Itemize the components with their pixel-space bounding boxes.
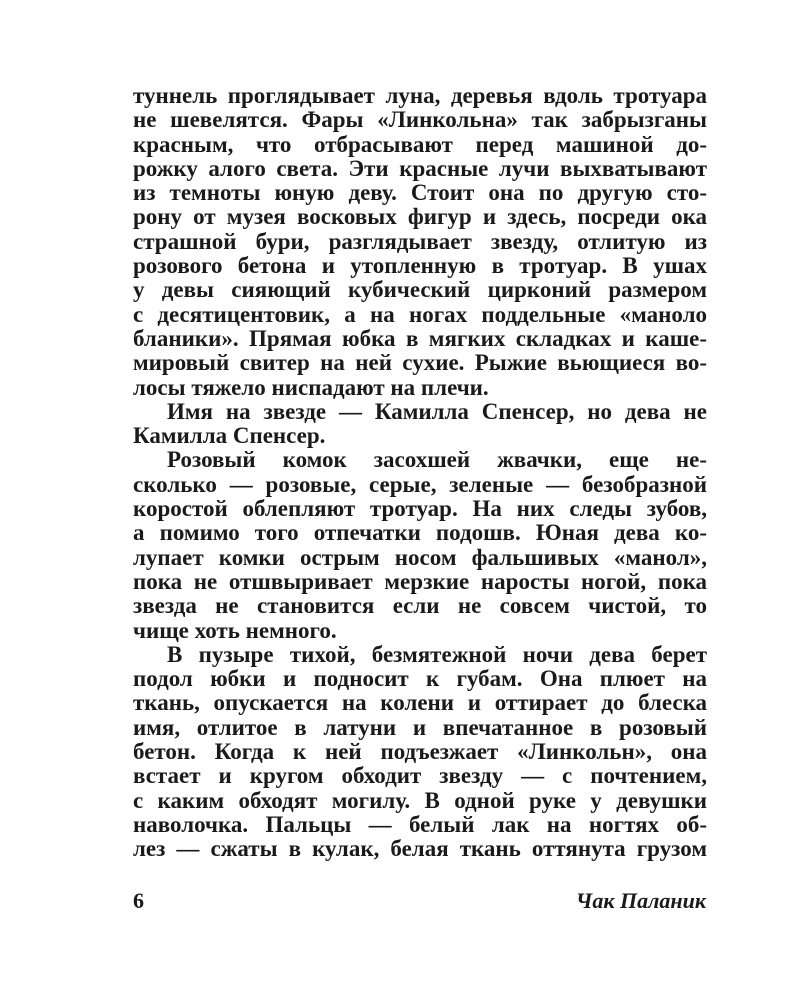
text-line: наволочка. Пальцы — белый лак на ногтях об- bbox=[133, 812, 707, 837]
text-line: бетон. Когда к ней подъезжает «Линкольн», она bbox=[133, 740, 707, 765]
paragraph bbox=[133, 643, 707, 862]
text-line: бланики». Прямая юбка в мягких складках и каше- bbox=[133, 326, 707, 351]
text-line: сколько — розовые, серые, зеленые — безобразной bbox=[133, 472, 707, 497]
text-line: красным, что отбрасывают перед машиной до- bbox=[133, 132, 707, 157]
text-line: рону от музея восковых фигур и здесь, посреди ока bbox=[133, 205, 707, 230]
text-line: а помимо того отпечатки подошв. Юная дева ко- bbox=[133, 521, 707, 546]
text-line: В пузыре тихой, безмятежной ночи дева берет bbox=[167, 642, 707, 667]
text-line: лез — сжаты в кулак, белая ткань оттянута грузом bbox=[133, 837, 707, 862]
text-line: коростой облепляют тротуар. На них следы зубов, bbox=[133, 497, 707, 522]
text-line: пока не отшвыривает мерзкие наросты ногой, пока bbox=[133, 569, 707, 594]
text-line: Камилла Спенсер. bbox=[133, 424, 326, 449]
text-line: с каким обходят могилу. В одной руке у девушки bbox=[133, 788, 707, 813]
paragraph bbox=[133, 448, 707, 642]
text-line: рожку алого света. Эти красные лучи выхватывают bbox=[133, 156, 707, 181]
text-line: мировый свитер на ней сухие. Рыжие вьющиеся во- bbox=[133, 351, 707, 376]
text-line: розового бетона и утопленную в тротуар. В ушах bbox=[133, 254, 707, 279]
text-line: ткань, опускается на колени и оттирает до блеска bbox=[133, 691, 707, 716]
text-line: встает и кругом обходит звезду — с почтением, bbox=[133, 764, 707, 789]
text-line: имя, отлитое в латуни и впечатанное в розовый bbox=[133, 715, 707, 740]
paragraph bbox=[133, 84, 707, 400]
text-line: страшной бури, разглядывает звезду, отлитую из bbox=[133, 229, 707, 254]
text-line: подол юбки и подносит к губам. Она плюет на bbox=[133, 667, 707, 692]
text-line: Имя на звезде — Камилла Спенсер, но дева не bbox=[167, 399, 707, 424]
page-number: 6 bbox=[133, 888, 144, 913]
text-line: с десятицентовик, а на ногах поддельные «маноло bbox=[133, 302, 707, 327]
text-line: чище хоть немного. bbox=[133, 618, 337, 643]
text-line: лосы тяжело ниспадают на плечи. bbox=[133, 375, 489, 400]
text-line: у девы сияющий кубический цирконий размером bbox=[133, 278, 707, 303]
body-text bbox=[133, 84, 707, 862]
text-line: Розовый комок засохшей жвачки, еще не- bbox=[167, 448, 707, 473]
text-line: туннель проглядывает луна, деревья вдоль тротуара bbox=[133, 84, 707, 108]
text-line: лупает комки острым носом фальшивых «манол», bbox=[133, 545, 707, 570]
text-line: звезда не становится если не совсем чистой, то bbox=[133, 594, 707, 619]
running-author: Чак Паланик bbox=[575, 888, 706, 913]
paragraph bbox=[133, 400, 707, 449]
text-line: из темноты юную деву. Стоит она по другую сто- bbox=[133, 181, 707, 206]
text-line: не шевелятся. Фары «Линкольна» так забрызганы bbox=[133, 108, 707, 133]
